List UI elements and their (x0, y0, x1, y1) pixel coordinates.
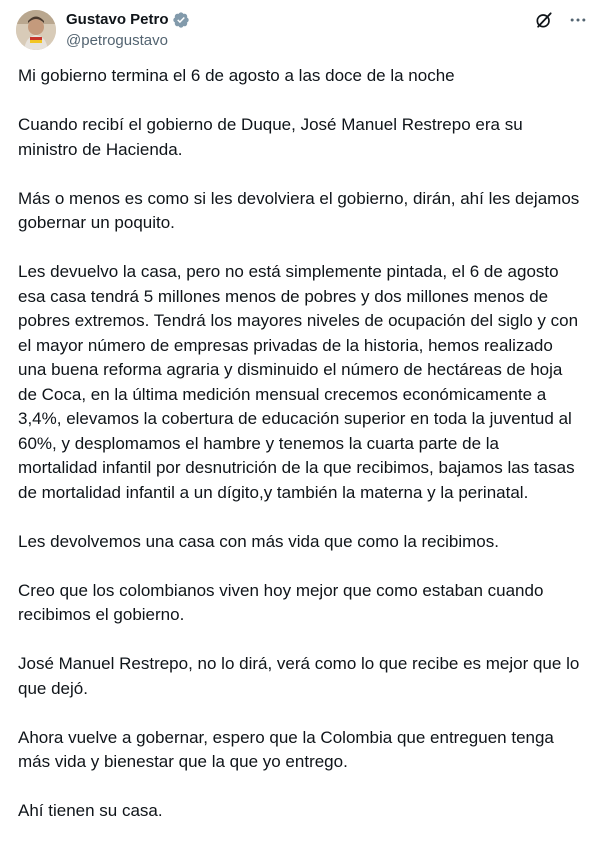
tweet-paragraph: Les devolvemos una casa con más vida que como la recibimos. (18, 531, 499, 551)
tweet-paragraph: Ahí tienen su casa. (18, 801, 163, 820)
display-name[interactable]: Gustavo Petro (66, 11, 169, 28)
avatar[interactable] (16, 10, 56, 50)
tweet-paragraph: Más o menos es como si les devolviera el gobierno, dirán, ahí les dejamos gobernar un poquito. (18, 188, 580, 232)
verified-badge-icon[interactable] (172, 11, 190, 29)
tweet-paragraph: Mi gobierno termina el 6 de agosto a las doce de la noche (18, 66, 455, 85)
tweet-header (16, 8, 590, 52)
tweet-paragraph: Ahora vuelve a gobernar, espero que la Colombia que entreguen tenga más vida y bienestar que la que yo entrego. (18, 727, 554, 771)
more-options-icon (568, 10, 588, 30)
tweet-paragraph: José Manuel Restrepo, no lo dirá, verá como lo que recibe es mejor que lo que dejó. (18, 654, 580, 698)
header-actions (532, 8, 590, 32)
tweet-paragraph: Cuando recibí el gobierno de Duque, José Manuel Restrepo era su ministro de Hacienda. (18, 115, 523, 159)
author-block (66, 10, 190, 51)
more-options-button[interactable] (566, 8, 590, 32)
name-row (66, 10, 190, 30)
grok-icon (534, 10, 554, 30)
tweet-paragraph: Creo que los colombianos viven hoy mejor que como estaban cuando recibimos el gobierno. (18, 580, 544, 624)
avatar-image (16, 10, 56, 50)
grok-button[interactable] (532, 8, 556, 32)
user-handle[interactable]: @petrogustavo (66, 32, 168, 49)
tweet-paragraph: Les devuelvo la casa, pero no está simplemente pintada, el 6 de agosto esa casa tendrá 5 millones menos de pobres y dos millones menos de pobres extremos. Tendrá los mayores niveles de ocupación del siglo y con el mayor número de empresas privadas de la historia, hemos realizado una buena reforma agraria y disminuido el número de hectáreas de hoja de Coca, en la última medición mensual crecemos económicamente a 3,4%, elevamos la cobertura de educación superior en toda la juventud al 60%, y desplomamos el hambre y tenemos la cuarta parte de la mortalidad infantil por desnutrición de la que recibimos, bajamos las tasas de mortalidad infantil a un dígito,y también la materna y la perinatal. (18, 262, 579, 502)
tweet-text (18, 64, 582, 842)
